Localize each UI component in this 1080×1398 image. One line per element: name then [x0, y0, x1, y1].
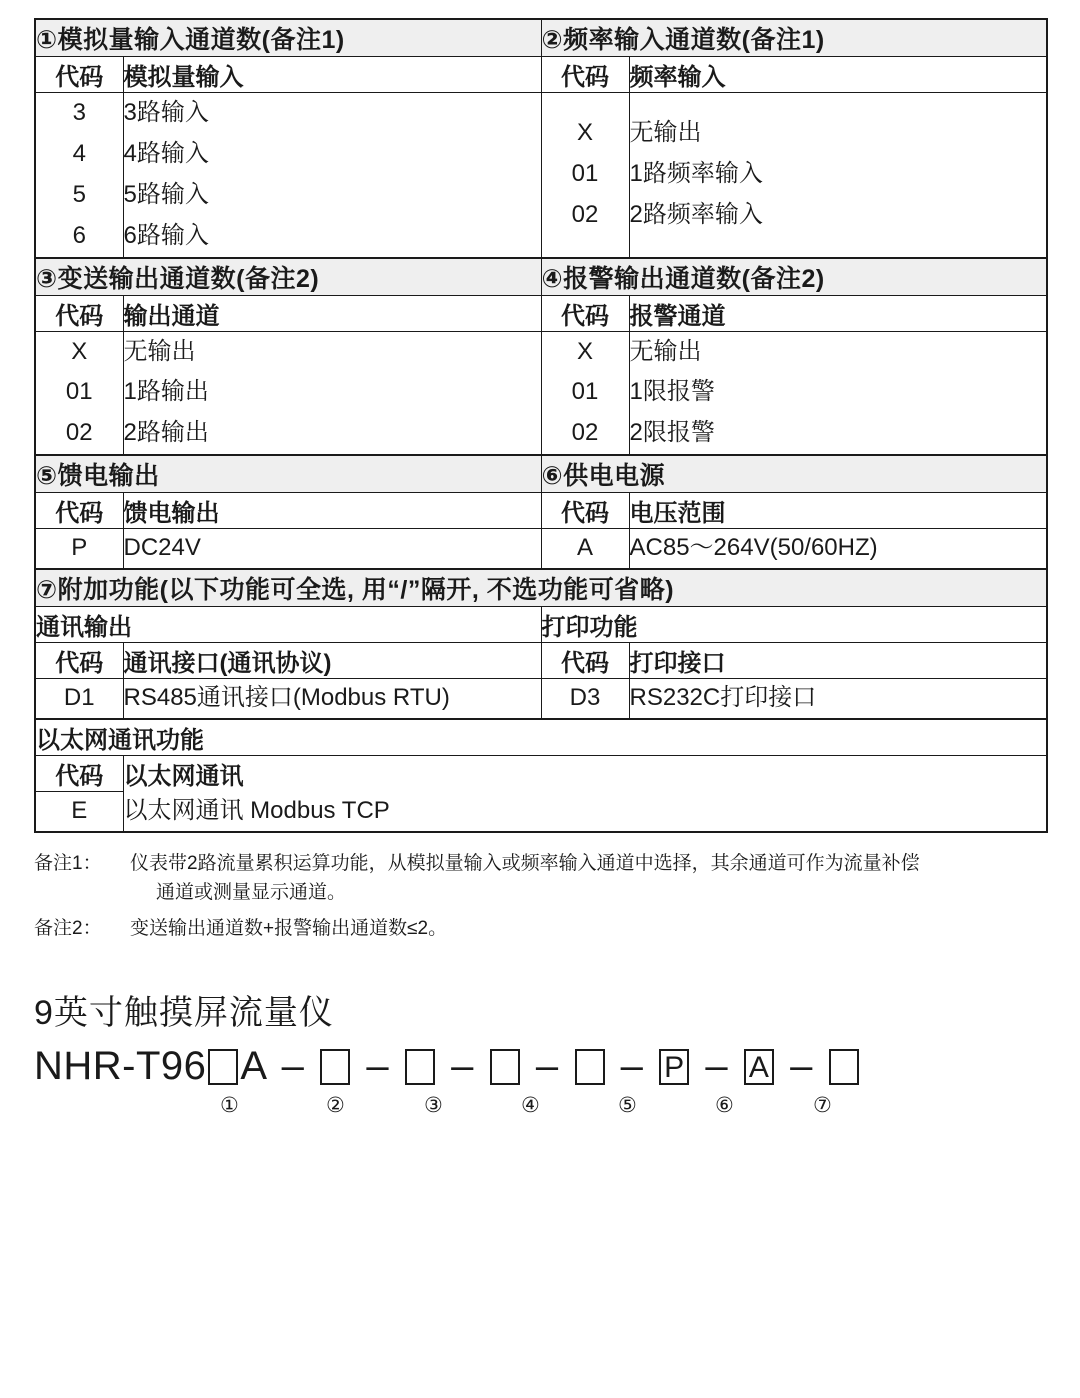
model-box-1: [320, 1049, 350, 1085]
table-row: [35, 679, 1047, 719]
section-header-power-supply: ⑥供电电源: [541, 455, 1047, 493]
model-title: 9英寸触摸屏流量仪: [34, 994, 334, 1033]
code-list-frequency: [541, 93, 629, 258]
value-list-alarm: [629, 331, 1047, 455]
col-header-ethernet-comm: 以太网通讯: [123, 755, 1047, 791]
code-value: D1: [35, 679, 123, 719]
model-dash: –: [281, 1044, 305, 1089]
option-value: 无输出: [629, 337, 702, 365]
marker-6: ⑥: [715, 1094, 734, 1118]
code-value: 3: [72, 99, 86, 126]
section-header-alarm-output: ④报警输出通道数(备注2): [541, 258, 1047, 296]
code-value: 01: [65, 378, 93, 406]
col-header-code: 代码: [541, 493, 629, 529]
table-row: [35, 93, 1047, 258]
section-header-transmit-output: ③变送输出通道数(备注2): [35, 258, 541, 296]
model-markers: [34, 1093, 1046, 1121]
model-box-4: [575, 1049, 605, 1085]
note-label: 备注2：: [34, 917, 102, 939]
code-value: A: [541, 529, 629, 569]
marker-5: ⑤: [618, 1094, 637, 1118]
code-list-output: [35, 331, 123, 455]
model-designation-block: [34, 985, 1046, 1121]
model-dash: –: [451, 1044, 474, 1089]
notes-block: [34, 849, 1046, 943]
table-row: [35, 529, 1047, 569]
col-header-code: 代码: [35, 493, 123, 529]
col-header-code: 代码: [35, 643, 123, 679]
code-list-alarm: [541, 331, 629, 455]
value-list-analog: [123, 93, 541, 258]
option-value: 1限报警: [629, 378, 715, 406]
model-dash: –: [620, 1044, 644, 1089]
model-box-7: [829, 1049, 859, 1085]
table-row: [35, 57, 1047, 93]
model-dash: –: [366, 1044, 390, 1089]
col-header-output-channel: 输出通道: [123, 295, 541, 331]
code-value: 01: [571, 378, 599, 406]
marker-3: ③: [424, 1094, 443, 1118]
table-row: [35, 19, 1047, 57]
table-row: [35, 755, 1047, 791]
section-header-frequency-input: ②频率输入通道数(备注1): [541, 19, 1047, 57]
code-value: 02: [65, 419, 93, 447]
col-header-comm-interface: 通讯接口(通讯协议): [123, 643, 541, 679]
value-list-output: [123, 331, 541, 455]
section-header-analog-input: ①模拟量输入通道数(备注1): [35, 19, 541, 57]
table-row: [35, 331, 1047, 455]
note-label: 备注1：: [34, 852, 102, 874]
note-text: [130, 914, 1046, 943]
col-header-voltage-range: 电压范围: [629, 493, 1047, 529]
table-row: [35, 258, 1047, 296]
model-code-string: [34, 1044, 1046, 1089]
specification-table: [34, 18, 1048, 833]
note-item: [34, 914, 1046, 943]
option-value: 4路输入: [123, 139, 209, 167]
model-box-2: [405, 1049, 435, 1085]
code-value: 5: [72, 180, 86, 208]
code-list-analog: [35, 93, 123, 258]
col-header-alarm-channel: 报警通道: [629, 295, 1047, 331]
code-value: 4: [72, 139, 86, 167]
col-header-frequency-input: 频率输入: [629, 57, 1047, 93]
model-suffix-a: A: [240, 1044, 268, 1089]
option-value: AC85～264V(50/60HZ): [629, 529, 1047, 569]
model-box-5: P: [659, 1049, 689, 1085]
marker-7: ⑦: [813, 1094, 832, 1118]
code-value: X: [577, 337, 594, 365]
code-value: X: [577, 119, 594, 147]
option-value: 2路输出: [123, 419, 209, 447]
code-value: D3: [541, 679, 629, 719]
table-row: [35, 295, 1047, 331]
col-header-code: 代码: [35, 755, 123, 791]
subsection-title-print: 打印功能: [541, 607, 1047, 643]
value-list-frequency: [629, 93, 1047, 258]
option-value: 6路输入: [123, 221, 209, 249]
marker-4: ④: [521, 1094, 540, 1118]
code-value: E: [35, 791, 123, 831]
option-value: 2限报警: [629, 419, 715, 447]
option-value: 无输出: [629, 119, 702, 147]
note-line-2: 通道或测量显示通道。: [156, 882, 347, 904]
note-text: [130, 849, 1046, 908]
option-value: 1路输出: [123, 378, 209, 406]
section-header-additional-functions: ⑦附加功能(以下功能可全选, 用“/”隔开, 不选功能可省略): [35, 569, 1047, 607]
table-row: [35, 493, 1047, 529]
code-value: X: [71, 337, 88, 365]
note-item: [34, 849, 1046, 908]
col-header-print-interface: 打印接口: [629, 643, 1047, 679]
table-row: [35, 791, 1047, 831]
col-header-code: 代码: [35, 57, 123, 93]
option-value: RS485通讯接口(Modbus RTU): [123, 679, 541, 719]
code-value: 02: [571, 201, 599, 229]
option-value: 2路频率输入: [629, 201, 763, 229]
table-row: [35, 569, 1047, 607]
model-dash: –: [790, 1044, 813, 1089]
subsection-title-ethernet: 以太网通讯功能: [35, 719, 1047, 756]
col-header-code: 代码: [541, 57, 629, 93]
model-box-display-size: [208, 1049, 238, 1085]
code-value: P: [35, 529, 123, 569]
model-box-3: [490, 1049, 520, 1085]
option-value: 3路输入: [123, 99, 209, 126]
note-line-1: 仪表带2路流量累积运算功能，从模拟量输入或频率输入通道中选择，其余通道可作为流量补偿: [130, 852, 920, 874]
code-value: 02: [571, 419, 599, 447]
model-box-6: A: [744, 1049, 774, 1085]
model-prefix: NHR-T96: [34, 1044, 207, 1089]
marker-1: ①: [220, 1094, 239, 1118]
option-value: RS232C打印接口: [629, 679, 1047, 719]
col-header-code: 代码: [35, 295, 123, 331]
col-header-feed-output: 馈电输出: [123, 493, 541, 529]
col-header-code: 代码: [541, 643, 629, 679]
section-header-feed-output: ⑤馈电输出: [35, 455, 541, 493]
note-line-1: 变送输出通道数+报警输出通道数≤2。: [130, 917, 448, 939]
table-row: [35, 455, 1047, 493]
code-value: 6: [72, 221, 86, 249]
table-row: [35, 719, 1047, 756]
col-header-code: 代码: [541, 295, 629, 331]
option-value: DC24V: [123, 529, 541, 569]
option-value: 无输出: [123, 337, 196, 365]
subsection-title-communication: 通讯输出: [35, 607, 541, 643]
code-value: 01: [571, 160, 599, 188]
model-dash: –: [535, 1044, 559, 1089]
table-row: [35, 607, 1047, 643]
col-header-analog-input: 模拟量输入: [123, 57, 541, 93]
marker-2: ②: [326, 1094, 345, 1118]
option-value: 以太网通讯 Modbus TCP: [123, 791, 1047, 831]
option-value: 1路频率输入: [629, 160, 763, 188]
option-value: 5路输入: [123, 180, 209, 208]
table-row: [35, 643, 1047, 679]
model-dash: –: [705, 1044, 729, 1089]
